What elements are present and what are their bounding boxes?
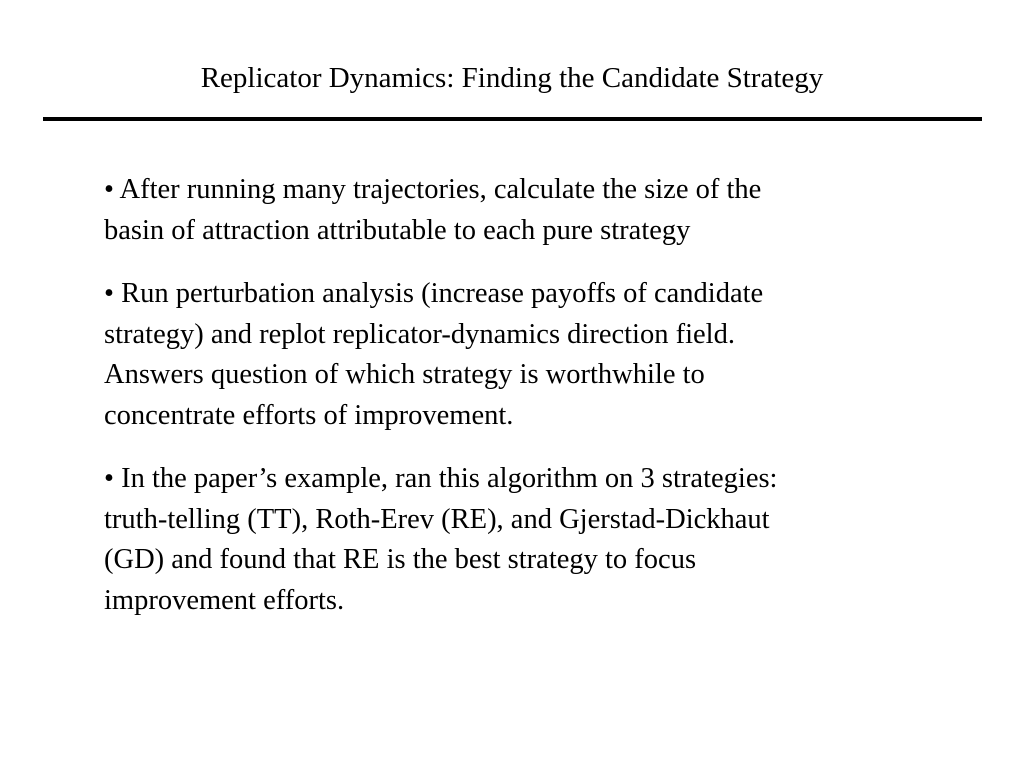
bullet-line: improvement efforts. bbox=[104, 584, 345, 616]
slide-title: Replicator Dynamics: Finding the Candidate Strategy bbox=[200, 62, 824, 94]
bullet-line: truth-telling (TT), Roth-Erev (RE), and Gjerstad-Dickhaut bbox=[104, 503, 770, 535]
title-divider bbox=[43, 117, 982, 121]
bullet-item-basin-of-attraction bbox=[104, 170, 934, 251]
bullet-line: • Run perturbation analysis (increase payoffs of candidate bbox=[104, 278, 764, 309]
bullet-line: Answers question of which strategy is worthwhile to bbox=[104, 359, 705, 390]
bullet-line: basin of attraction attributable to each pure strategy bbox=[104, 214, 691, 246]
bullet-line: strategy) and replot replicator-dynamics direction field. bbox=[104, 318, 735, 350]
bullet-line: (GD) and found that RE is the best strategy to focus bbox=[104, 544, 697, 575]
bullet-item-paper-example bbox=[104, 459, 934, 621]
bullet-line: concentrate efforts of improvement. bbox=[104, 399, 514, 431]
bullet-line: • After running many trajectories, calculate the size of the bbox=[104, 174, 762, 205]
bullet-item-perturbation-analysis bbox=[104, 274, 934, 436]
bullet-list bbox=[104, 170, 934, 621]
bullet-line: • In the paper’s example, ran this algorithm on 3 strategies: bbox=[104, 463, 778, 494]
